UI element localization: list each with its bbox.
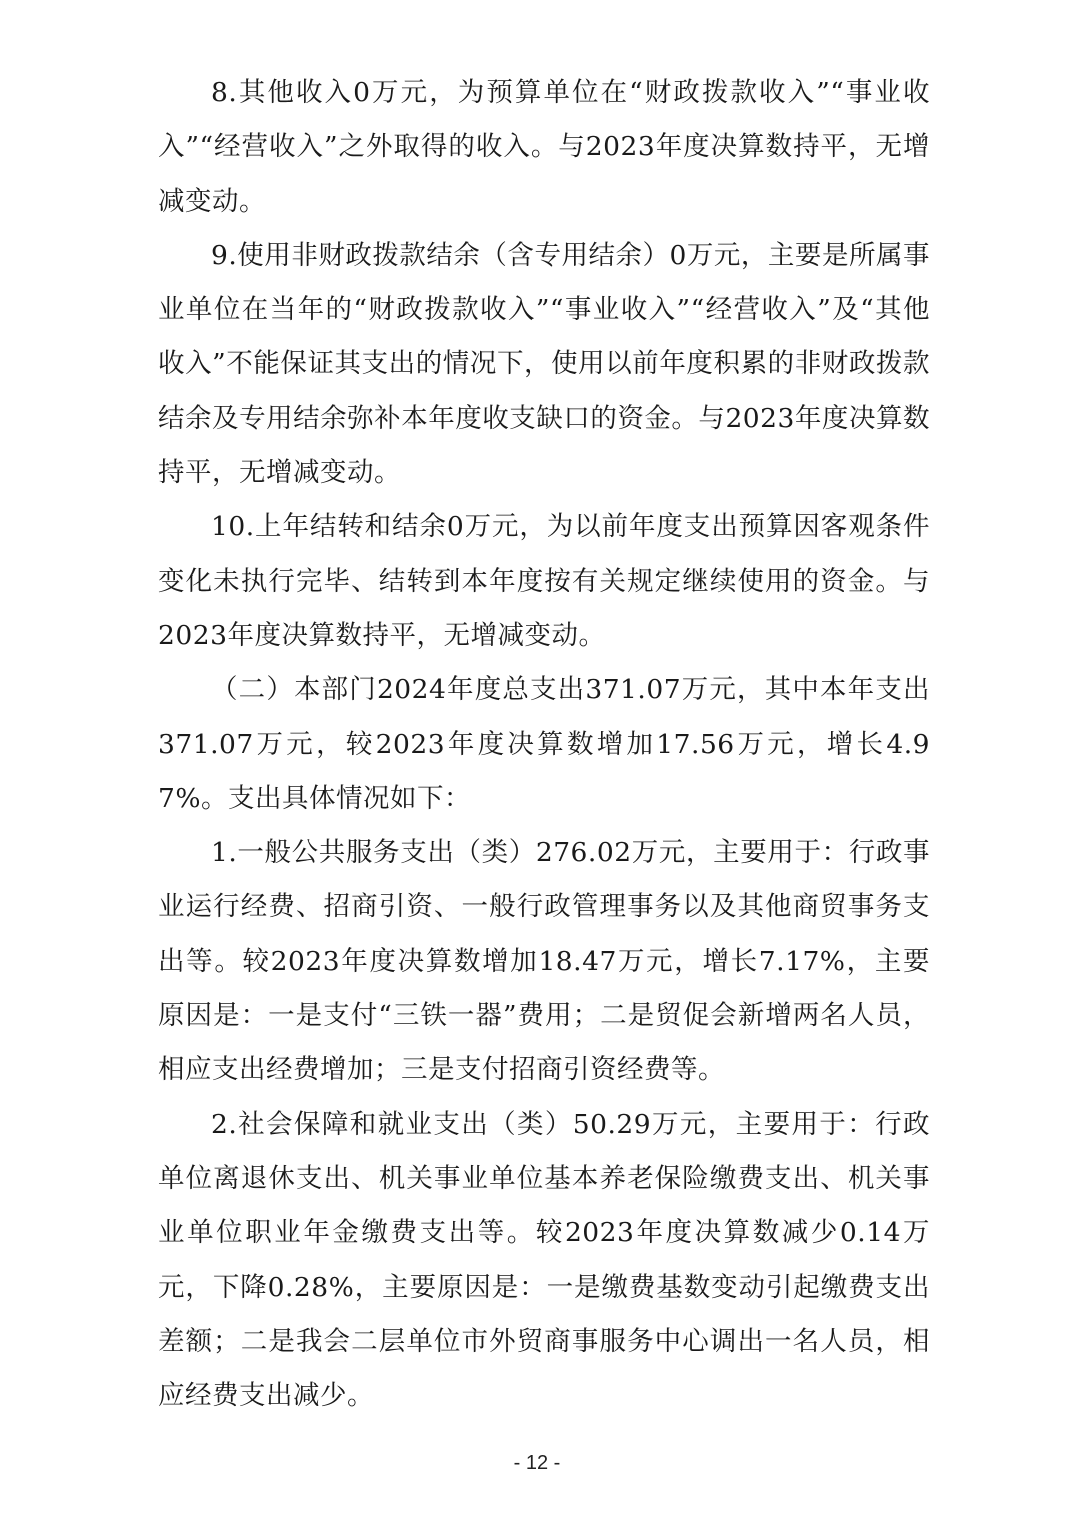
paragraph-total-expenditure: （二）本部门2024年度总支出371.07万元，其中本年支出371.07万元，较2023年度决算数增加17.56万元，增长4.97%。支出具体情况如下：: [158, 674, 930, 814]
paragraph-carryover: 10.上年结转和结余0万元，为以前年度支出预算因客观条件变化未执行完毕、结转到本年度按有关规定继续使用的资金。与2023年度决算数持平，无增减变动。: [158, 511, 930, 651]
document-body: [158, 66, 930, 1423]
page-number: - 12 -: [513, 1452, 561, 1474]
paragraph-social-security: 2.社会保障和就业支出（类）50.29万元，主要用于：行政单位离退休支出、机关事业单位基本养老保险缴费支出、机关事业单位职业年金缴费支出等。较2023年度决算数减少0.14万元，下降0.28%，主要原因是：一是缴费基数变动引起缴费支出差额；二是我会二层单位市外贸商事服务中心调出一名人员，相应经费支出减少。: [158, 1108, 930, 1412]
paragraph-other-income: 8.其他收入0万元，为预算单位在“财政拨款收入”“事业收入”“经营收入”之外取得的收入。与2023年度决算数持平，无增减变动。: [158, 77, 930, 217]
paragraph-general-public-services: 1.一般公共服务支出（类）276.02万元，主要用于：行政事业运行经费、招商引资、一般行政管理事务以及其他商贸事务支出等。较2023年度决算数增加18.47万元，增长7.17%，主要原因是：一是支付“三铁一器”费用；二是贸促会新增两名人员，相应支出经费增加；三是支付招商引资经费等。: [158, 837, 930, 1086]
paragraph-non-fiscal-balance: 9.使用非财政拨款结余（含专用结余）0万元，主要是所属事业单位在当年的“财政拨款收入”“事业收入”“经营收入”及“其他收入”不能保证其支出的情况下，使用以前年度积累的非财政拨款结余及专用结余弥补本年度收支缺口的资金。与2023年度决算数持平，无增减变动。: [158, 239, 930, 489]
